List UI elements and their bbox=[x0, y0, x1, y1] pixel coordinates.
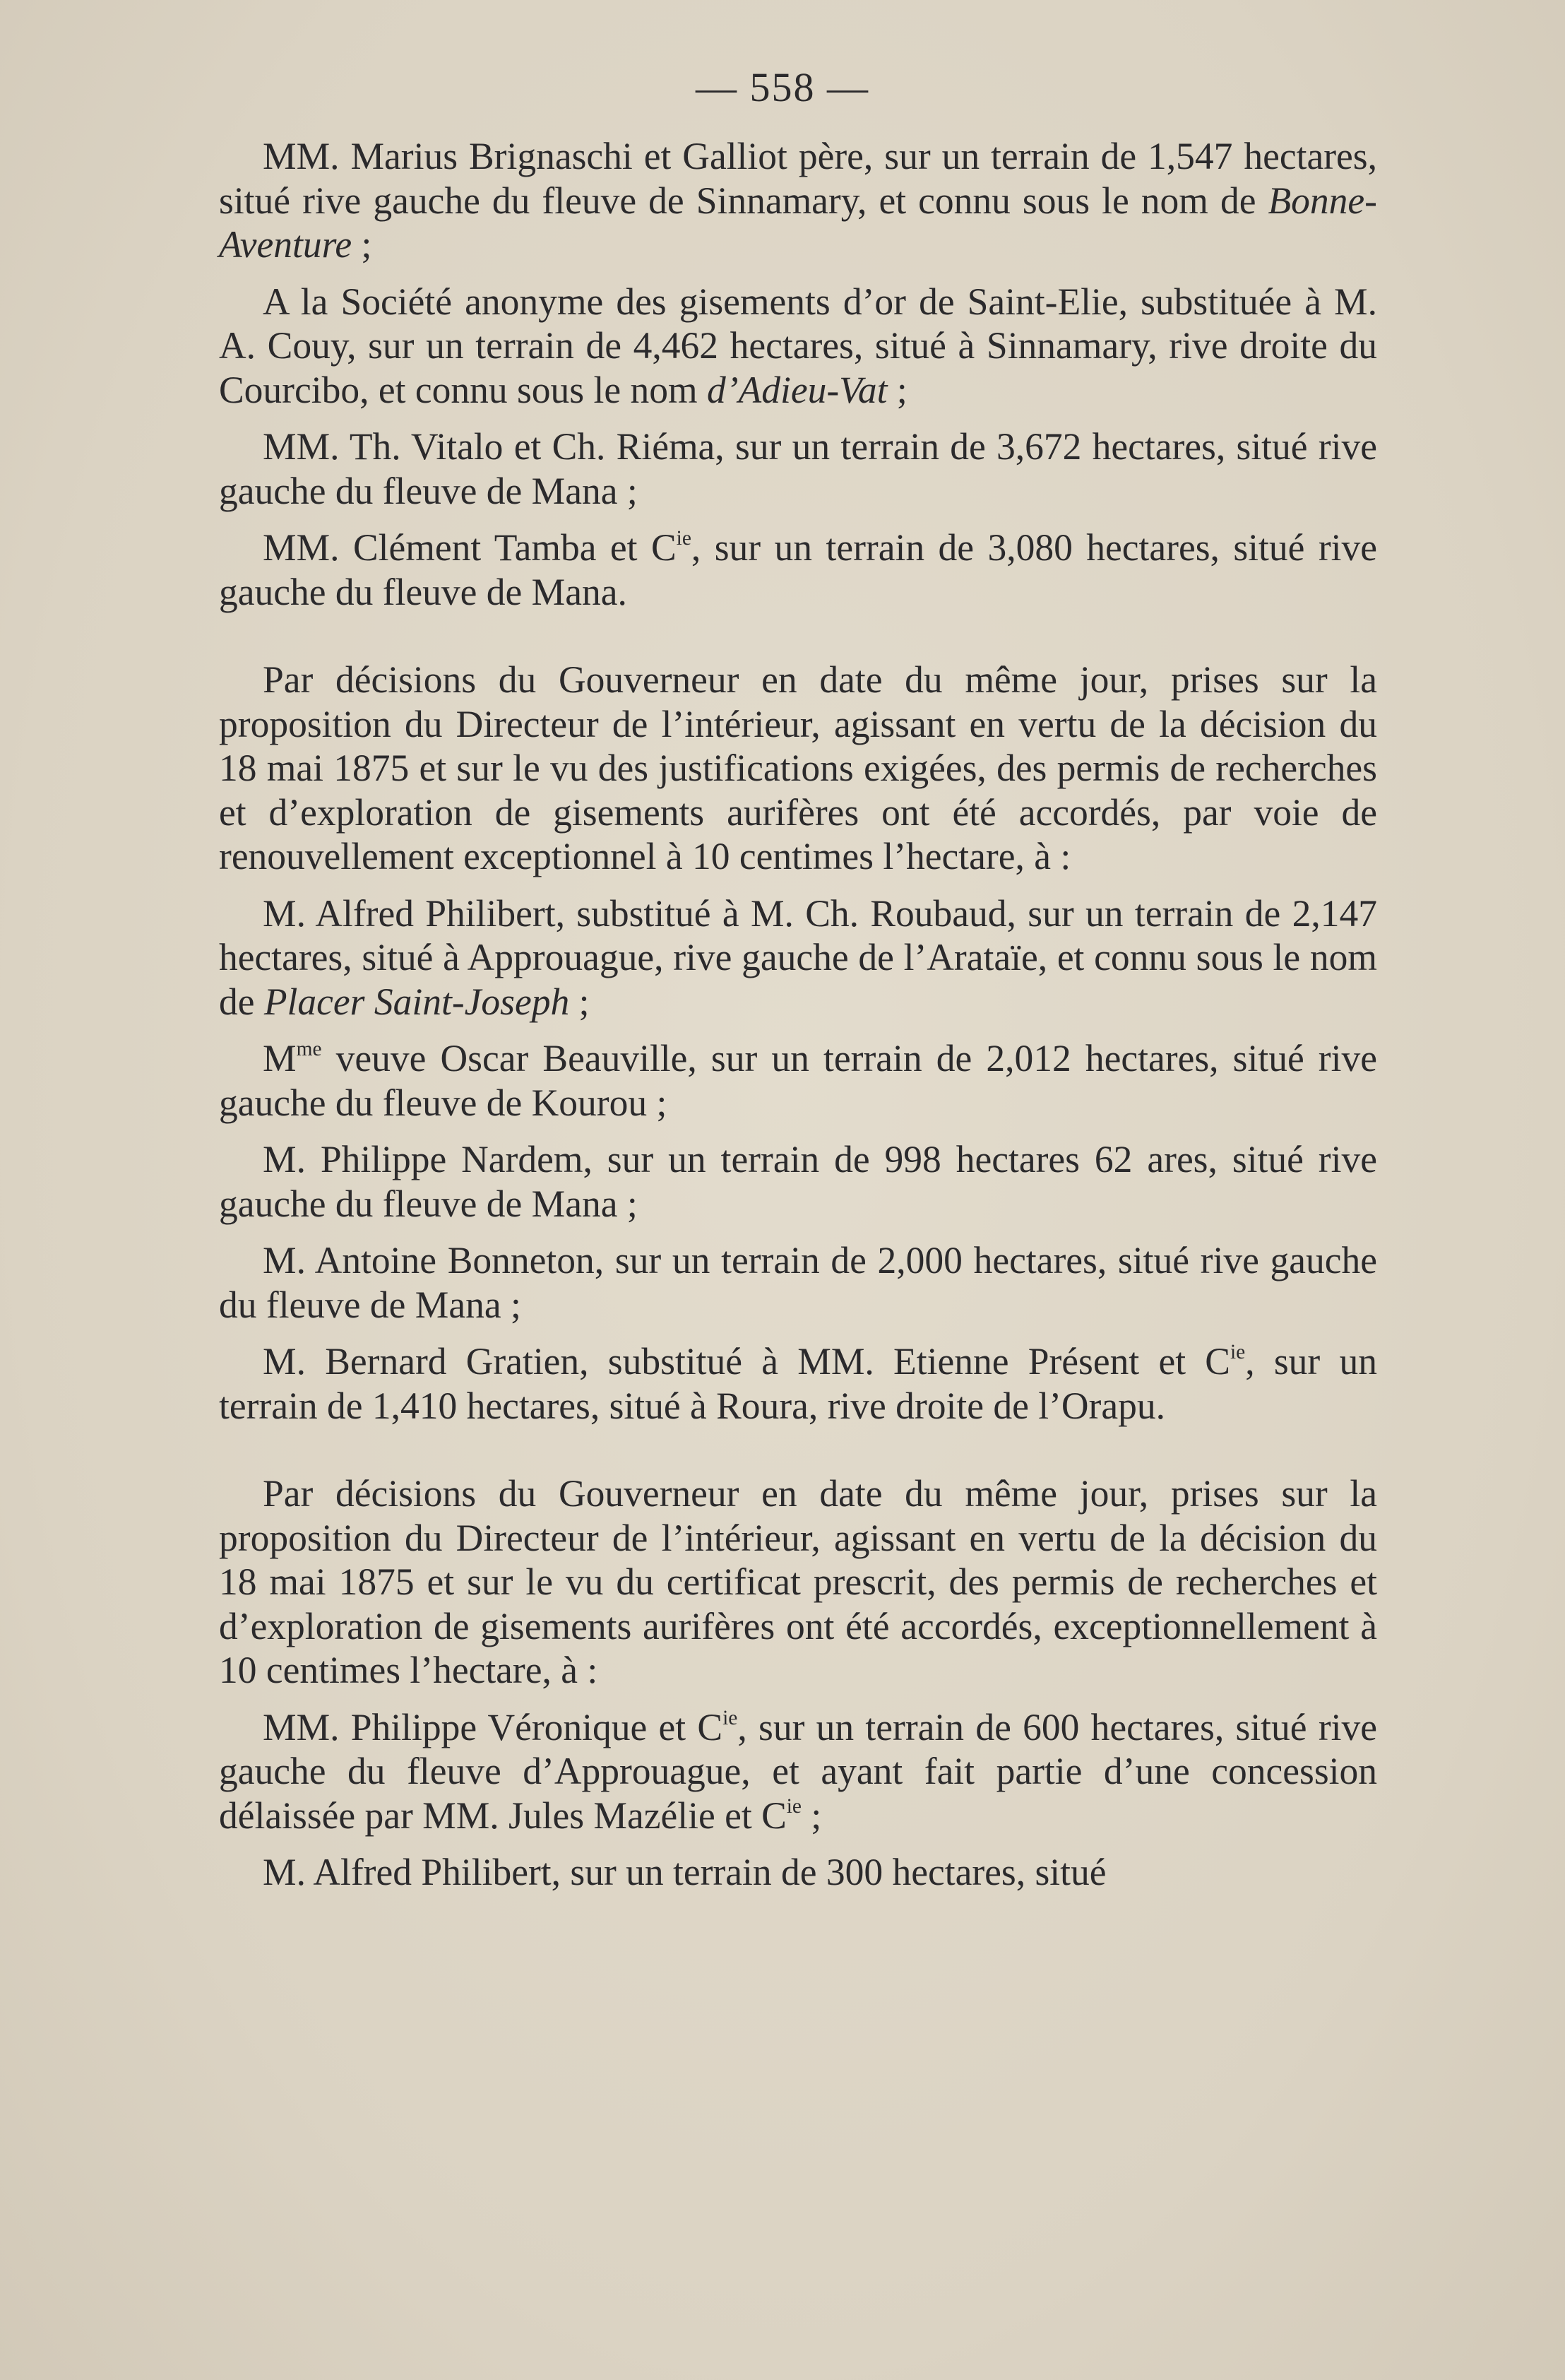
page-number: — 558 — bbox=[696, 64, 869, 110]
paragraph-vitalo-riema: MM. Th. Vitalo et Ch. Riéma, sur un terrain de 3,672 hectares, situé rive gauche du fleuve de Mana ; bbox=[219, 425, 1377, 512]
paragraph-bonneton: M. Antoine Bonneton, sur un terrain de 2,000 hectares, situé rive gauche du fleuve de Mana ; bbox=[219, 1239, 1377, 1326]
paragraph-societe-saint-elie: A la Société anonyme des gisements d’or de Saint-Elie, substituée à M. A. Couy, sur un terrain de 4,462 hectares, situé à Sinnamary, rive droite du Courcibo, et connu sous le nom d’Adieu-Vat ; bbox=[219, 280, 1377, 411]
paragraph-veronique: MM. Philippe Véronique et $C^{ie}$, sur un terrain de 600 hectares, situé rive gauche du fleuve d’Approuague, et ayant fait partie d’une concession délaissée par MM. Jules Mazélie et $C^{ie}$ ; bbox=[219, 1705, 1377, 1837]
paragraph-philibert-roubaud: M. Alfred Philibert, substitué à M. Ch. Roubaud, sur un terrain de 2,147 hectares, situé à Approuague, rive gauche de l’Arataïe, et connu sous le nom de Placer Saint-Joseph ; bbox=[219, 892, 1377, 1023]
paragraph-decision-renouvellement: Par décisions du Gouverneur en date du même jour, prises sur la proposition du Directeur de l’intérieur, agissant en vertu de la décision du 18 mai 1875 et sur le vu des justifications exigées, des permis de recherches et d’exploration de gisements aurifères ont été accordés, par voie de renouvellement exceptionnel à 10 centimes l’hectare, à : bbox=[219, 658, 1377, 877]
body-text bbox=[219, 134, 1377, 1895]
paragraph-beauville: $M^{me}$ veuve Oscar Beauville, sur un terrain de 2,012 hectares, situé rive gauche du fleuve de Kourou ; bbox=[219, 1037, 1377, 1124]
paragraph-decision-exceptionnelle: Par décisions du Gouverneur en date du même jour, prises sur la proposition du Directeur de l’intérieur, agissant en vertu de la décision du 18 mai 1875 et sur le vu du certificat prescrit, des permis de recherches et d’exploration de gisements aurifères ont été accordés, exceptionnellement à 10 centimes l’hectare, à : bbox=[219, 1472, 1377, 1691]
place-name-placer-saint-joseph: Placer Saint-Joseph bbox=[263, 980, 570, 1023]
place-name-adieu-vat: d’Adieu-Vat bbox=[706, 368, 888, 411]
place-name-bonne-aventure: Bonne-Aventure bbox=[219, 179, 1377, 266]
paragraph-tamba: MM. Clément Tamba et $C^{ie}$, sur un terrain de 3,080 hectares, situé rive gauche du fleuve de Mana. bbox=[219, 526, 1377, 613]
paragraph-brignaschi: MM. Marius Brignaschi et Galliot père, sur un terrain de 1,547 hectares, situé rive gauche du fleuve de Sinnamary, et connu sous le nom de Bonne-Aventure ; bbox=[219, 135, 1377, 266]
paragraph-nardem: M. Philippe Nardem, sur un terrain de 998 hectares 62 ares, situé rive gauche du fleuve de Mana ; bbox=[219, 1138, 1377, 1225]
paragraph-gratien: M. Bernard Gratien, substitué à MM. Etienne Présent et $C^{ie}$, sur un terrain de 1,410 hectares, situé à Roura, rive droite de l’Orapu. bbox=[219, 1340, 1377, 1427]
paragraph-philibert-continued: M. Alfred Philibert, sur un terrain de 300 hectares, situé bbox=[263, 1851, 1107, 1893]
